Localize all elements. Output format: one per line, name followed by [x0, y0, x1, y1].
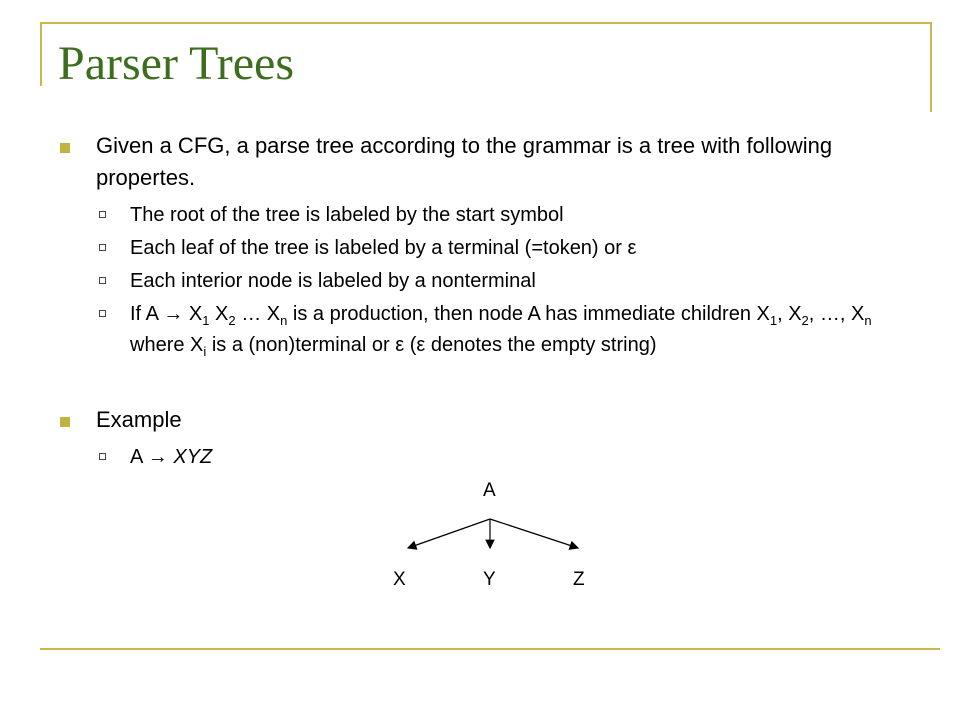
tree-node-y: Y — [483, 569, 496, 590]
sub-bullet-interior: Each interior node is labeled by a nonterminal — [58, 269, 878, 293]
production-sub-4: 1 — [769, 313, 778, 328]
sub-bullet-production — [58, 302, 878, 364]
production-text-8: is a (non)terminal or ε (ε denotes the empty string) — [206, 334, 657, 356]
production-sub-2: 2 — [228, 313, 236, 328]
sub-bullet-example-rule — [58, 445, 878, 469]
production-sub-3: n — [280, 313, 288, 328]
example-rule-lhs: A → — [130, 446, 174, 468]
parse-tree-diagram — [380, 470, 620, 610]
tree-node-z: Z — [573, 569, 585, 590]
sub-bullet-root: The root of the tree is labeled by the start symbol — [58, 203, 878, 227]
production-text-5: , X — [777, 303, 802, 325]
frame-left-line — [40, 22, 42, 86]
production-text-3: … X — [235, 303, 281, 325]
slide-title: Parser Trees — [58, 37, 294, 90]
frame-bottom-line — [40, 648, 940, 650]
tree-node-x: X — [393, 569, 406, 590]
production-sub-1: 1 — [202, 313, 210, 328]
production-text-7: where X — [130, 334, 204, 356]
production-text-2: X — [209, 303, 229, 325]
tree-node-root: A — [483, 480, 496, 501]
bullet-example: Example — [58, 404, 878, 436]
bullet-intro: Given a CFG, a parse tree according to the grammar is a tree with following propertes. — [58, 130, 878, 194]
frame-top-line — [40, 22, 932, 24]
production-sub-7: i — [203, 344, 207, 359]
example-rule-rhs: XYZ — [173, 446, 213, 468]
tree-edge-a-z — [490, 519, 578, 548]
slide-content — [58, 130, 878, 469]
production-text-6: , …, X — [808, 303, 865, 325]
production-sub-6: n — [864, 313, 872, 328]
tree-edge-a-x — [408, 519, 490, 548]
production-text-4: is a production, then node A has immediate children X — [287, 303, 770, 325]
sub-bullet-leaf: Each leaf of the tree is labeled by a terminal (=token) or ε — [58, 236, 878, 260]
production-text-1: If A → X — [130, 303, 203, 325]
frame-right-line — [930, 22, 932, 112]
production-sub-5: 2 — [801, 313, 809, 328]
